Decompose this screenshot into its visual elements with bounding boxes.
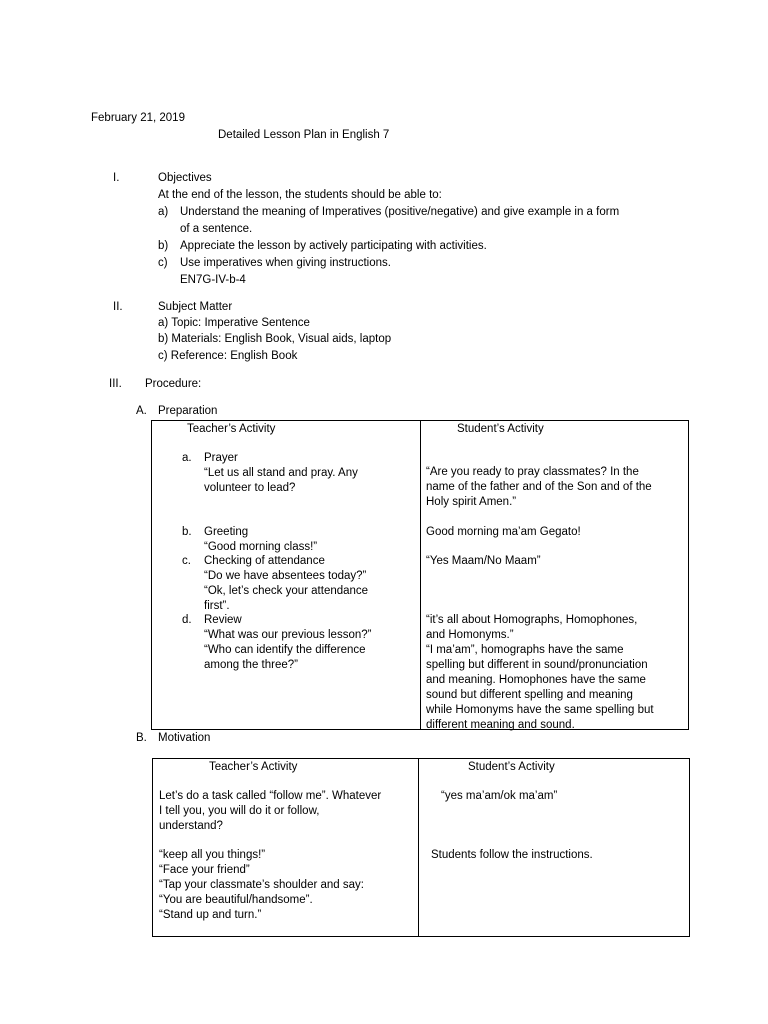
subject-reference: c) Reference: English Book [158,350,298,362]
section-numeral-procedure: III. [109,378,122,390]
teacher-item-title: Review “What was our previous lesson?” “Who can identify the difference among the three?” [204,614,372,671]
preparation-heading: Preparation [158,405,218,417]
section-numeral-objectives: I. [113,172,120,184]
subsection-marker: A. [136,405,147,417]
subsection-marker: B. [136,732,147,744]
teacher-commands: “keep all you things!” “Face your friend” “Tap your classmate’s shoulder and say: “You are beautiful/handsome”. “Stand up and turn.” [159,849,364,921]
procedure-heading: Procedure: [145,378,202,390]
lesson-date: February 21, 2019 [91,112,185,124]
motivation-heading: Motivation [158,732,211,744]
objective-marker: c) [158,257,168,269]
objective-code: EN7G-IV-b-4 [180,274,246,286]
objective-text: of a sentence. [180,223,253,235]
teacher-activity-header: Teacher’s Activity [209,761,298,773]
teacher-activity-header: Teacher’s Activity [187,423,276,435]
subject-topic: a) Topic: Imperative Sentence [158,317,310,329]
teacher-item-title: Prayer “Let us all stand and pray. Any volunteer to lead? [204,452,358,494]
student-response: “it’s all about Homographs, Homophones, and Homonyms.” “I ma’am”, homographs have the same spelling but different in sound/pronunciation and meaning. Homophones have the same sound but different spelling and meaning while Homonyms have the same spelling but different meaning and sound. [426,614,654,731]
document-title: Detailed Lesson Plan in English 7 [218,129,390,141]
student-follow: Students follow the instructions. [431,849,593,861]
table-divider [418,759,419,936]
teacher-instructions: Let’s do a task called “follow me”. Whatever I tell you, you will do it or follow, understand? [159,790,382,832]
student-response: “Are you ready to pray classmates? In the name of the father and of the Son and of the Holy spirit Amen.” [426,466,652,508]
student-reply: “yes ma’am/ok ma’am” [441,790,558,802]
table-divider [420,421,421,729]
motivation-table [152,758,690,937]
teacher-item-marker: d. [182,614,192,626]
objective-marker: a) [158,206,169,218]
subject-materials: b) Materials: English Book, Visual aids, laptop [158,333,392,345]
teacher-item-marker: a. [182,452,192,464]
teacher-item-title: Checking of attendance “Do we have absentees today?” “Ok, let’s check your attendance first”. [204,555,369,612]
teacher-item-marker: b. [182,526,192,538]
student-activity-header: Student’s Activity [468,761,555,773]
objective-text: Use imperatives when giving instructions. [180,257,391,269]
teacher-item-title: Greeting “Good morning class!” [204,526,318,553]
student-response: Good morning ma’am Gegato! [426,526,581,538]
objective-text: Appreciate the lesson by actively participating with activities. [180,240,487,252]
student-response: “Yes Maam/No Maam” [426,555,541,567]
student-activity-header: Student’s Activity [457,423,544,435]
preparation-table [151,420,689,730]
objective-marker: b) [158,240,169,252]
objective-text: Understand the meaning of Imperatives (positive/negative) and give example in a form [180,206,620,218]
section-numeral-subject: II. [113,301,123,313]
objectives-intro: At the end of the lesson, the students should be able to: [158,189,442,201]
subject-matter-heading: Subject Matter [158,301,233,313]
teacher-item-marker: c. [182,555,191,567]
objectives-heading: Objectives [158,172,212,184]
